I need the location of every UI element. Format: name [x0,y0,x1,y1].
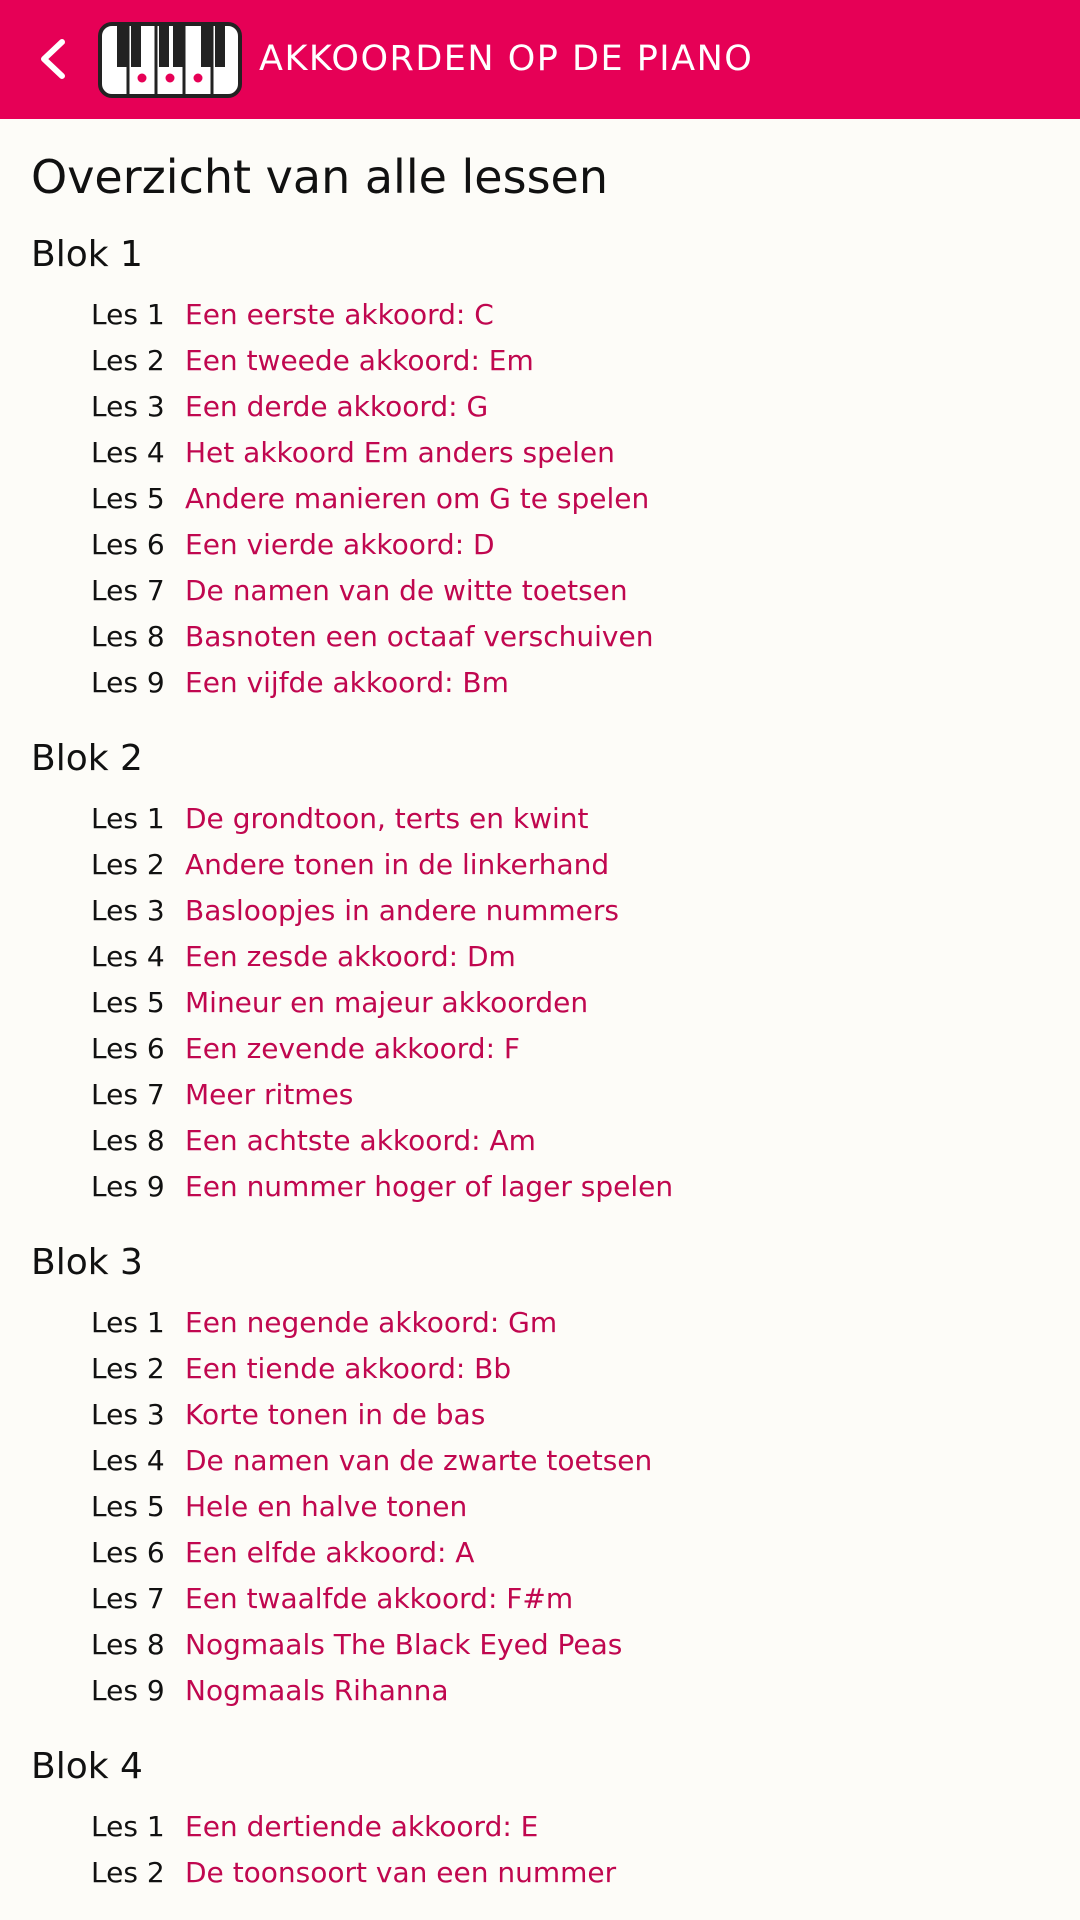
lesson-row[interactable] [91,1668,449,1714]
lesson-link[interactable]: Andere tonen in de linkerhand [185,848,610,881]
lesson-number: Les 6 [91,528,165,561]
lesson-row[interactable] [91,980,588,1026]
lesson-row[interactable] [91,568,628,614]
lesson-number: Les 5 [91,986,165,1019]
lesson-number: Les 7 [91,574,165,607]
lesson-number: Les 2 [91,848,165,881]
lesson-link[interactable]: Een dertiende akkoord: E [185,1810,539,1843]
lesson-link[interactable]: Een zevende akkoord: F [185,1032,521,1065]
chevron-left-icon [35,37,69,81]
lesson-number: Les 1 [91,298,165,331]
lesson-row[interactable] [91,1576,573,1622]
lesson-number: Les 6 [91,1536,165,1569]
lesson-row[interactable] [91,522,495,568]
lesson-number: Les 3 [91,390,165,423]
block-heading: Blok 3 [31,1242,143,1283]
lesson-row[interactable] [91,1072,353,1118]
lesson-row[interactable] [91,338,534,384]
lesson-number: Les 2 [91,344,165,377]
lesson-row[interactable] [91,1804,538,1850]
lesson-number: Les 7 [91,1582,165,1615]
lesson-number: Les 9 [91,1170,165,1203]
lesson-row[interactable] [91,660,509,706]
lesson-link[interactable]: Een elfde akkoord: A [185,1536,475,1569]
lesson-row[interactable] [91,476,649,522]
lesson-link[interactable]: Een achtste akkoord: Am [185,1124,536,1157]
lesson-number: Les 5 [91,482,165,515]
lesson-number: Les 8 [91,1628,165,1661]
block-heading: Blok 2 [31,738,143,779]
lesson-row[interactable] [91,1346,511,1392]
lesson-link[interactable]: Een eerste akkoord: C [185,298,494,331]
block-heading: Blok 4 [31,1746,143,1787]
lesson-row[interactable] [91,384,488,430]
lesson-link[interactable]: De toonsoort van een nummer [185,1856,617,1889]
lesson-row[interactable] [91,1026,520,1072]
lesson-number: Les 8 [91,1124,165,1157]
lesson-number: Les 4 [91,436,165,469]
lesson-number: Les 1 [91,1810,165,1843]
lesson-link[interactable]: Nogmaals The Black Eyed Peas [185,1628,623,1661]
lesson-row[interactable] [91,292,494,338]
lesson-link[interactable]: De grondtoon, terts en kwint [185,802,589,835]
lesson-row[interactable] [91,1530,474,1576]
back-button[interactable] [22,26,82,92]
lesson-number: Les 9 [91,1674,165,1707]
lesson-link[interactable]: De namen van de zwarte toetsen [185,1444,653,1477]
lesson-link[interactable]: Meer ritmes [185,1078,354,1111]
lesson-number: Les 3 [91,1398,165,1431]
block-heading: Blok 1 [31,234,143,275]
lesson-row[interactable] [91,614,653,660]
lesson-row[interactable] [91,1484,467,1530]
lesson-link[interactable]: Hele en halve tonen [185,1490,468,1523]
lesson-row[interactable] [91,888,619,934]
lesson-link[interactable]: Een derde akkoord: G [185,390,489,423]
lesson-link[interactable]: Een vijfde akkoord: Bm [185,666,509,699]
lesson-link[interactable]: Een tweede akkoord: Em [185,344,534,377]
lesson-row[interactable] [91,1118,536,1164]
lesson-link[interactable]: Korte tonen in de bas [185,1398,486,1431]
lesson-row[interactable] [91,1622,622,1668]
lesson-link[interactable]: Nogmaals Rihanna [185,1674,449,1707]
lesson-number: Les 8 [91,620,165,653]
lesson-number: Les 4 [91,1444,165,1477]
lesson-number: Les 1 [91,1306,165,1339]
lesson-link[interactable]: Een nummer hoger of lager spelen [185,1170,674,1203]
lesson-link[interactable]: Basnoten een octaaf verschuiven [185,620,654,653]
lesson-row[interactable] [91,1438,652,1484]
lesson-number: Les 2 [91,1856,165,1889]
lesson-link[interactable]: Basloopjes in andere nummers [185,894,619,927]
lesson-number: Les 4 [91,940,165,973]
lesson-link[interactable]: Een negende akkoord: Gm [185,1306,558,1339]
lesson-number: Les 5 [91,1490,165,1523]
lesson-row[interactable] [91,1392,485,1438]
lesson-row[interactable] [91,430,615,476]
lesson-number: Les 7 [91,1078,165,1111]
lesson-link[interactable]: De namen van de witte toetsen [185,574,628,607]
app-title: AKKOORDEN OP DE PIANO [259,39,754,79]
lesson-row[interactable] [91,934,516,980]
page-title: Overzicht van alle lessen [31,150,608,204]
lesson-link[interactable]: Een tiende akkoord: Bb [185,1352,512,1385]
lesson-link[interactable]: Een vierde akkoord: D [185,528,495,561]
lesson-link[interactable]: Een zesde akkoord: Dm [185,940,516,973]
lesson-link[interactable]: Mineur en majeur akkoorden [185,986,589,1019]
app-bar [0,0,1080,119]
lesson-row[interactable] [91,842,609,888]
lesson-number: Les 9 [91,666,165,699]
lesson-link[interactable]: Een twaalfde akkoord: F#m [185,1582,574,1615]
lesson-number: Les 3 [91,894,165,927]
lesson-row[interactable] [91,1850,616,1896]
piano-keys-icon [97,21,243,99]
lesson-number: Les 1 [91,802,165,835]
lesson-row[interactable] [91,796,588,842]
lesson-link[interactable]: Andere manieren om G te spelen [185,482,650,515]
lesson-row[interactable] [91,1300,557,1346]
lesson-number: Les 6 [91,1032,165,1065]
lesson-number: Les 2 [91,1352,165,1385]
lesson-row[interactable] [91,1164,673,1210]
lesson-link[interactable]: Het akkoord Em anders spelen [185,436,615,469]
